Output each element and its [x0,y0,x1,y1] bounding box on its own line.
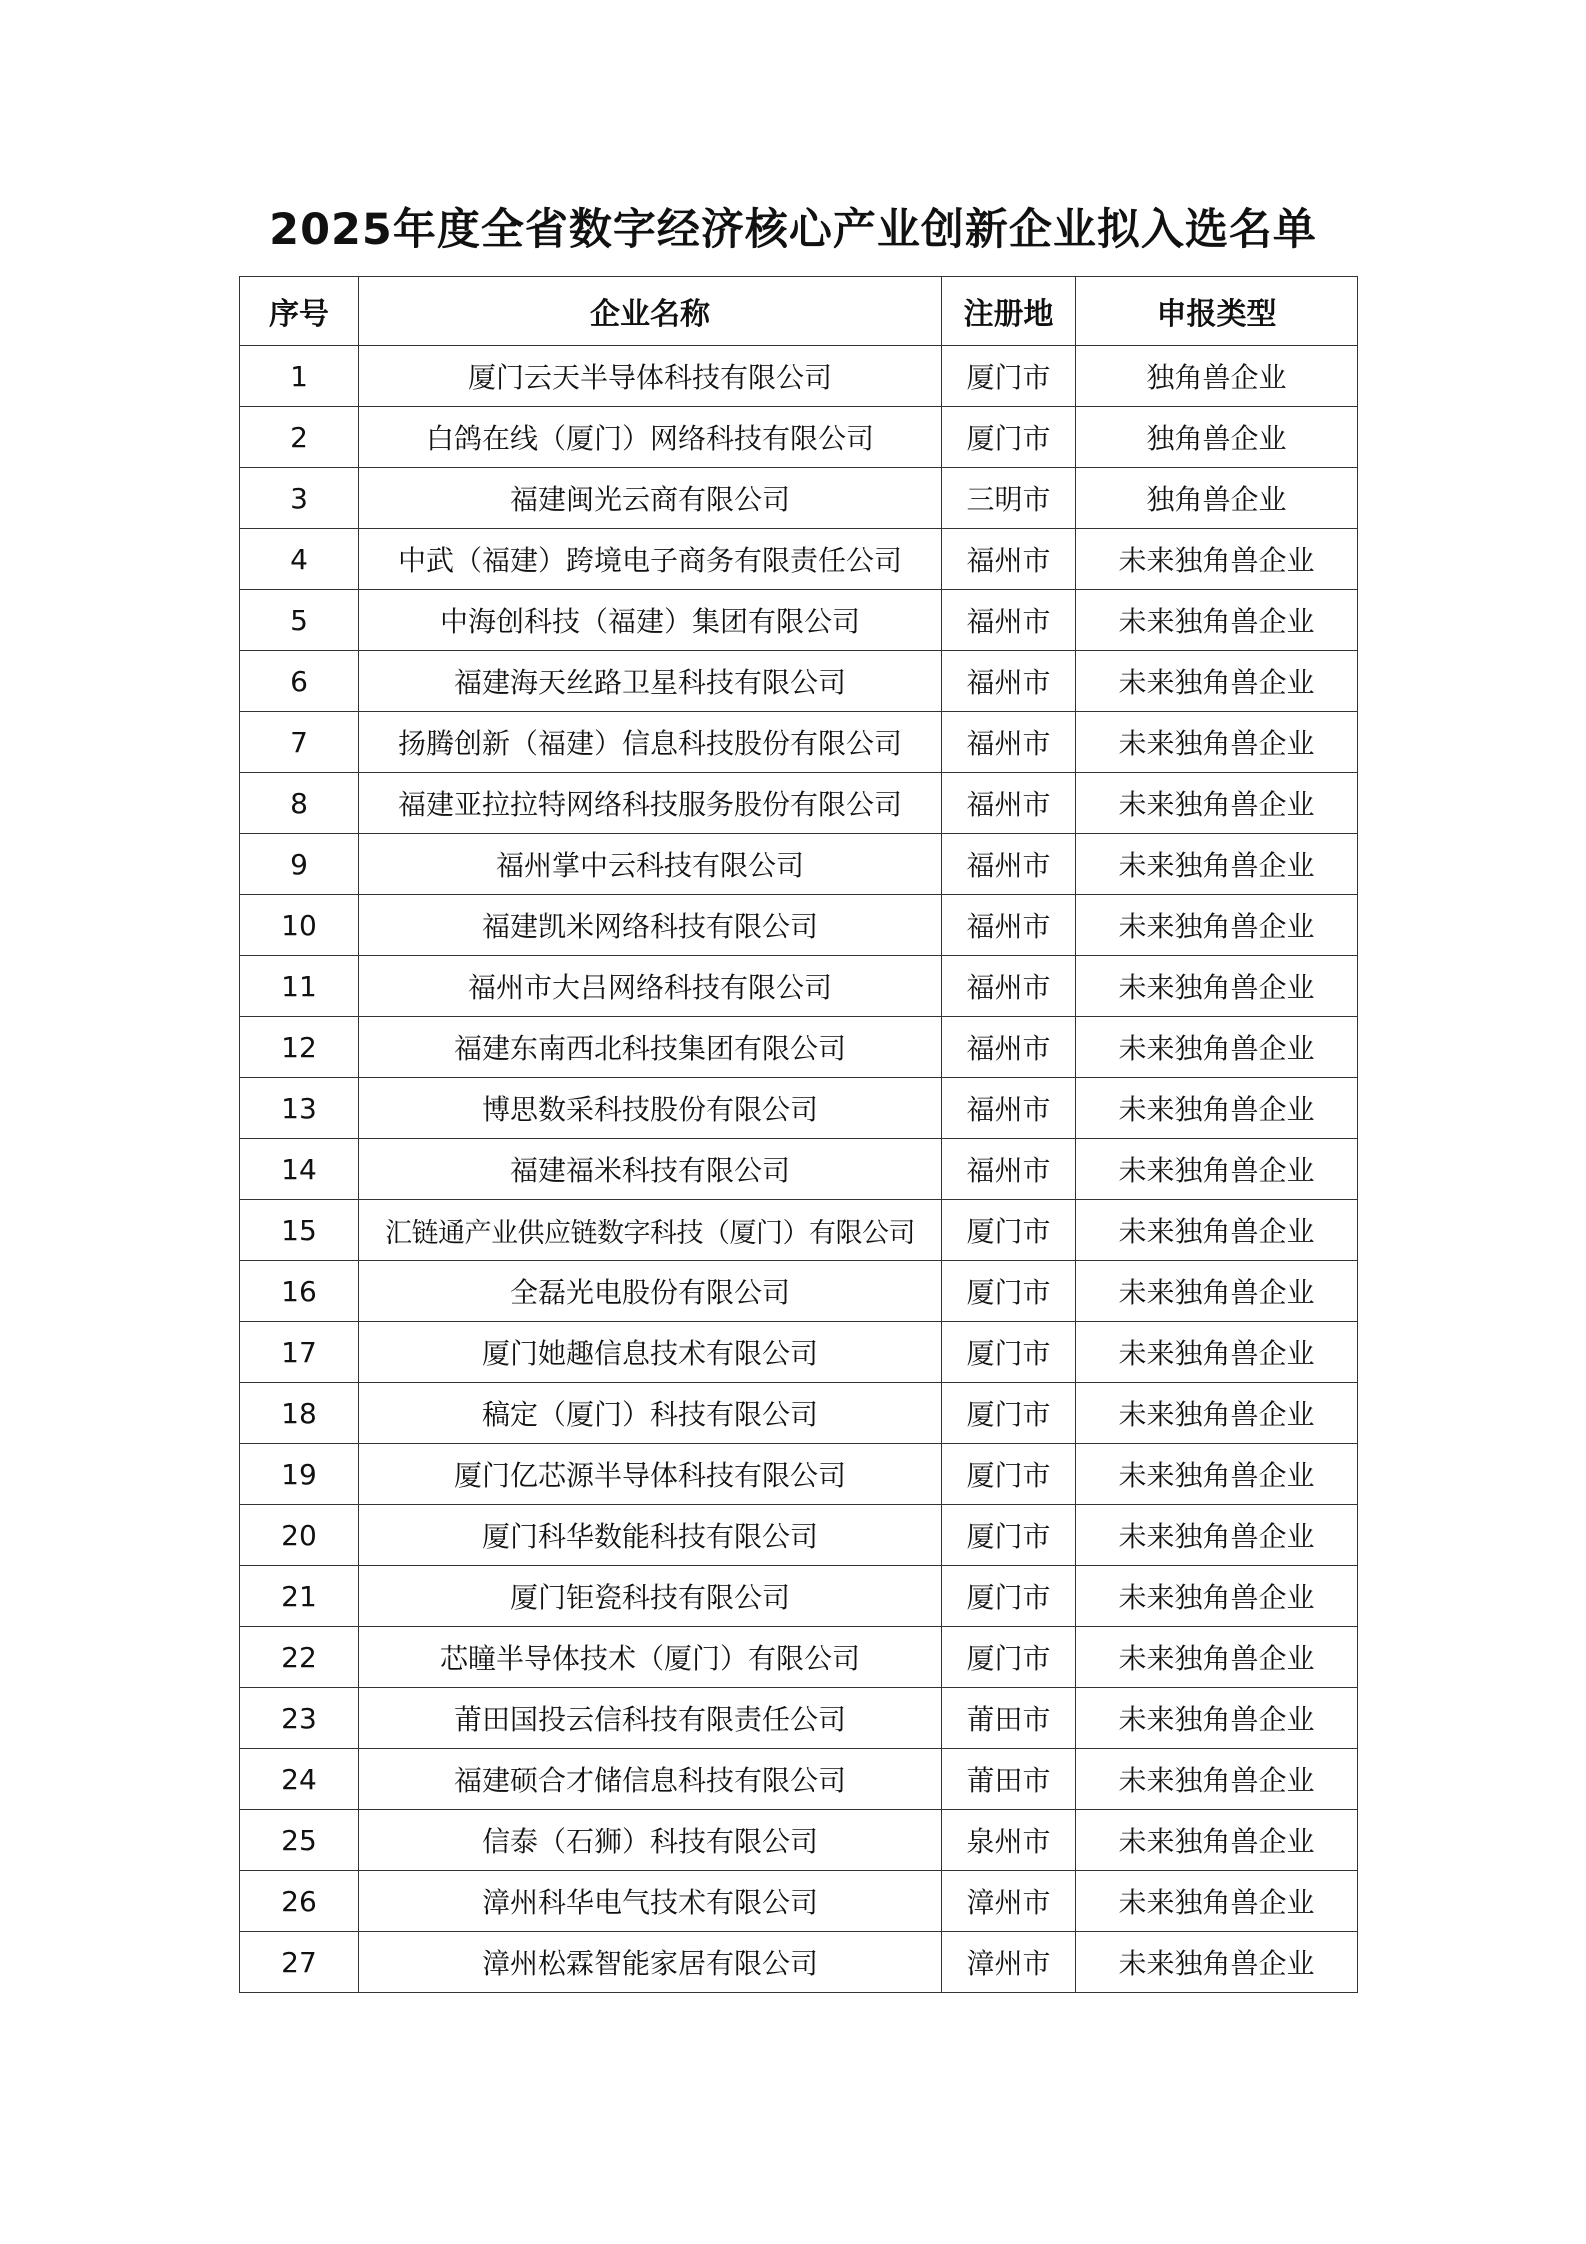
cell-no: 12 [240,1017,359,1078]
table-row [240,1139,1358,1200]
cell-registered-city: 福州市 [942,1017,1076,1078]
cell-company-name: 稿定（厦门）科技有限公司 [359,1383,942,1444]
cell-company-name: 厦门她趣信息技术有限公司 [359,1322,942,1383]
cell-application-type: 未来独角兽企业 [1076,1749,1358,1810]
header-no: 序号 [240,277,359,346]
cell-registered-city: 福州市 [942,712,1076,773]
cell-no: 4 [240,529,359,590]
cell-company-name: 福建凯米网络科技有限公司 [359,895,942,956]
table-header-row [240,277,1358,346]
cell-application-type: 独角兽企业 [1076,468,1358,529]
cell-registered-city: 厦门市 [942,407,1076,468]
cell-application-type: 未来独角兽企业 [1076,1322,1358,1383]
cell-application-type: 独角兽企业 [1076,346,1358,407]
cell-no: 2 [240,407,359,468]
cell-application-type: 未来独角兽企业 [1076,956,1358,1017]
table-row [240,1322,1358,1383]
cell-application-type: 未来独角兽企业 [1076,1017,1358,1078]
table-row [240,407,1358,468]
cell-company-name: 扬腾创新（福建）信息科技股份有限公司 [359,712,942,773]
cell-application-type: 未来独角兽企业 [1076,1200,1358,1261]
cell-company-name: 信泰（石狮）科技有限公司 [359,1810,942,1871]
table-row [240,1627,1358,1688]
table-row [240,346,1358,407]
company-list-table [239,276,1358,1993]
cell-registered-city: 厦门市 [942,1200,1076,1261]
cell-no: 11 [240,956,359,1017]
cell-no: 22 [240,1627,359,1688]
cell-registered-city: 漳州市 [942,1871,1076,1932]
cell-company-name: 厦门科华数能科技有限公司 [359,1505,942,1566]
cell-registered-city: 福州市 [942,895,1076,956]
cell-no: 18 [240,1383,359,1444]
cell-no: 20 [240,1505,359,1566]
table-row [240,1261,1358,1322]
page-title: 2025年度全省数字经济核心产业创新企业拟入选名单 [269,205,1317,255]
cell-company-name: 白鸽在线（厦门）网络科技有限公司 [359,407,942,468]
cell-application-type: 未来独角兽企业 [1076,1932,1358,1993]
cell-no: 9 [240,834,359,895]
cell-registered-city: 漳州市 [942,1932,1076,1993]
cell-application-type: 未来独角兽企业 [1076,834,1358,895]
table-row [240,1444,1358,1505]
table-row [240,1383,1358,1444]
cell-no: 14 [240,1139,359,1200]
header-company-name: 企业名称 [359,277,942,346]
cell-registered-city: 莆田市 [942,1749,1076,1810]
cell-application-type: 未来独角兽企业 [1076,1383,1358,1444]
cell-application-type: 未来独角兽企业 [1076,1139,1358,1200]
table-row [240,1932,1358,1993]
table-row [240,1078,1358,1139]
cell-application-type: 未来独角兽企业 [1076,651,1358,712]
table-body [240,346,1358,1993]
table-row [240,834,1358,895]
table-row [240,1871,1358,1932]
cell-application-type: 未来独角兽企业 [1076,712,1358,773]
cell-no: 8 [240,773,359,834]
cell-registered-city: 福州市 [942,834,1076,895]
cell-registered-city: 福州市 [942,773,1076,834]
table-row [240,1810,1358,1871]
cell-company-name: 漳州松霖智能家居有限公司 [359,1932,942,1993]
cell-company-name: 中武（福建）跨境电子商务有限责任公司 [359,529,942,590]
cell-no: 7 [240,712,359,773]
cell-application-type: 独角兽企业 [1076,407,1358,468]
cell-application-type: 未来独角兽企业 [1076,1261,1358,1322]
cell-company-name: 福州市大吕网络科技有限公司 [359,956,942,1017]
header-application-type: 申报类型 [1076,277,1358,346]
table-row [240,895,1358,956]
cell-registered-city: 福州市 [942,1078,1076,1139]
table-row [240,1749,1358,1810]
cell-application-type: 未来独角兽企业 [1076,895,1358,956]
cell-no: 17 [240,1322,359,1383]
table-row [240,651,1358,712]
cell-registered-city: 三明市 [942,468,1076,529]
cell-no: 24 [240,1749,359,1810]
cell-no: 1 [240,346,359,407]
cell-application-type: 未来独角兽企业 [1076,1444,1358,1505]
cell-registered-city: 莆田市 [942,1688,1076,1749]
cell-company-name: 厦门亿芯源半导体科技有限公司 [359,1444,942,1505]
table-row [240,1688,1358,1749]
table-row [240,1017,1358,1078]
cell-no: 13 [240,1078,359,1139]
cell-company-name: 福州掌中云科技有限公司 [359,834,942,895]
cell-registered-city: 厦门市 [942,1322,1076,1383]
cell-company-name: 莆田国投云信科技有限责任公司 [359,1688,942,1749]
cell-application-type: 未来独角兽企业 [1076,1505,1358,1566]
table-row [240,590,1358,651]
table-row [240,1566,1358,1627]
cell-application-type: 未来独角兽企业 [1076,590,1358,651]
cell-no: 10 [240,895,359,956]
cell-registered-city: 厦门市 [942,1383,1076,1444]
cell-registered-city: 福州市 [942,529,1076,590]
cell-registered-city: 厦门市 [942,1261,1076,1322]
cell-company-name: 福建硕合才储信息科技有限公司 [359,1749,942,1810]
table-row [240,956,1358,1017]
cell-company-name: 厦门钜瓷科技有限公司 [359,1566,942,1627]
cell-no: 19 [240,1444,359,1505]
table-row [240,1505,1358,1566]
cell-application-type: 未来独角兽企业 [1076,1688,1358,1749]
cell-no: 26 [240,1871,359,1932]
cell-no: 15 [240,1200,359,1261]
cell-application-type: 未来独角兽企业 [1076,529,1358,590]
header-registered-city: 注册地 [942,277,1076,346]
cell-registered-city: 厦门市 [942,1444,1076,1505]
cell-registered-city: 厦门市 [942,346,1076,407]
cell-application-type: 未来独角兽企业 [1076,1810,1358,1871]
cell-application-type: 未来独角兽企业 [1076,1566,1358,1627]
cell-registered-city: 福州市 [942,1139,1076,1200]
cell-company-name: 福建东南西北科技集团有限公司 [359,1017,942,1078]
cell-no: 23 [240,1688,359,1749]
table-row [240,1200,1358,1261]
cell-company-name: 漳州科华电气技术有限公司 [359,1871,942,1932]
cell-no: 5 [240,590,359,651]
table-row [240,529,1358,590]
cell-no: 27 [240,1932,359,1993]
cell-company-name: 厦门云天半导体科技有限公司 [359,346,942,407]
cell-application-type: 未来独角兽企业 [1076,1871,1358,1932]
cell-registered-city: 福州市 [942,956,1076,1017]
cell-application-type: 未来独角兽企业 [1076,1627,1358,1688]
cell-company-name: 博思数采科技股份有限公司 [359,1078,942,1139]
cell-application-type: 未来独角兽企业 [1076,1078,1358,1139]
cell-company-name: 芯瞳半导体技术（厦门）有限公司 [359,1627,942,1688]
cell-company-name: 福建海天丝路卫星科技有限公司 [359,651,942,712]
cell-no: 21 [240,1566,359,1627]
cell-registered-city: 厦门市 [942,1627,1076,1688]
cell-registered-city: 泉州市 [942,1810,1076,1871]
cell-company-name: 中海创科技（福建）集团有限公司 [359,590,942,651]
cell-application-type: 未来独角兽企业 [1076,773,1358,834]
cell-registered-city: 福州市 [942,651,1076,712]
cell-registered-city: 厦门市 [942,1566,1076,1627]
cell-no: 25 [240,1810,359,1871]
table-row [240,773,1358,834]
cell-company-name: 全磊光电股份有限公司 [359,1261,942,1322]
cell-registered-city: 福州市 [942,590,1076,651]
cell-registered-city: 厦门市 [942,1505,1076,1566]
cell-no: 6 [240,651,359,712]
cell-company-name: 福建闽光云商有限公司 [359,468,942,529]
cell-company-name: 福建福米科技有限公司 [359,1139,942,1200]
table-row [240,712,1358,773]
cell-no: 3 [240,468,359,529]
table-row [240,468,1358,529]
cell-no: 16 [240,1261,359,1322]
cell-company-name: 汇链通产业供应链数字科技（厦门）有限公司 [359,1200,942,1261]
cell-company-name: 福建亚拉拉特网络科技服务股份有限公司 [359,773,942,834]
